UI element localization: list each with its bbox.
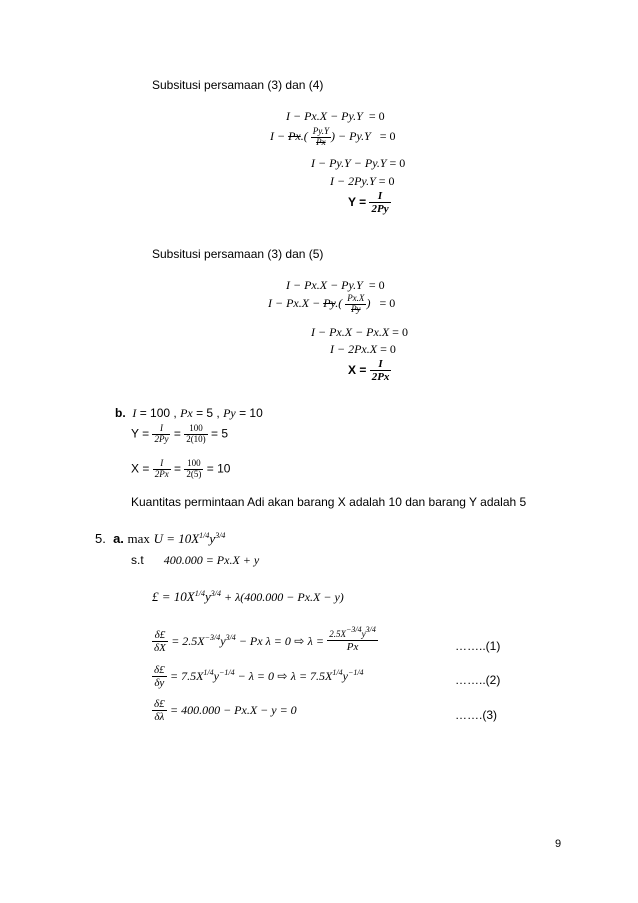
page-number: 9 xyxy=(555,838,562,850)
section-heading-2: Subsitusi persamaan (3) dan (5) xyxy=(152,247,324,261)
equation-x-line-3: I − Px.X − Px.X = 0 xyxy=(311,325,408,339)
equation-x-line-1: I − Px.X − Py.Y = 0 xyxy=(286,278,385,292)
implies-arrow-icon: ⇨ xyxy=(277,668,288,683)
part-b-y-calc: Y = $\frac{I}{2Py}$ = $\frac{100}{2(10)}$ = 5 xyxy=(131,423,229,444)
equation-y-line-4: I − 2Py.Y = 0 xyxy=(330,174,395,188)
equation-y-line-3: I − Py.Y − Py.Y = 0 xyxy=(311,156,406,170)
derivative-1: $\frac{\delta£}{\delta X}$ = $2.5X^{-3/4}y^{3/4} - Px$ λ = 0 ⇨ λ = $\frac{2.5X-3/4y3/4}{Px}$ xyxy=(154,625,376,655)
equation-y-line-2: I − Px.( $\frac{Py.Y}{Px}$ ) − Py.Y = 0 xyxy=(270,126,396,147)
part-b-conclusion: Kuantitas permintaan Adi akan barang X adalah 10 dan barang Y adalah 5 xyxy=(131,495,527,509)
result-y: Y = $\frac{I}{2Py}$ xyxy=(348,190,389,216)
derivative-2: $\frac{\delta£}{\delta y}$ = $7.5X^{1/4}y^{-1/4} - \lambda = 0$ ⇨ $\lambda = 7.5X^{1/4}y^{-1/4}$ xyxy=(154,664,364,690)
lagrangian: £ = $10X^{1/4}y^{3/4} + \lambda(400.000 - Px.X - y)$ xyxy=(152,589,344,604)
equation-y-line-1: I − Px.X − Py.Y = 0 xyxy=(286,109,385,123)
equation-tag-2: ……..(2) xyxy=(455,673,501,687)
equation-tag-3: …….(3) xyxy=(455,708,497,722)
equation-x-line-2: I − Px.X − Py.( $\frac{Px.X}{Py}$ ) = 0 xyxy=(268,293,396,314)
part-b-x-calc: X = $\frac{I}{2Px}$ = $\frac{100}{2(5)}$ = 10 xyxy=(131,458,231,479)
derivative-3: $\frac{\delta£}{\delta\lambda}$ = 400.000 − Px.X − y = 0 xyxy=(154,698,297,724)
problem-5-objective: 5. a. $\max U = 10X^{1/4}y^{3/4}$ xyxy=(95,531,226,546)
equation-x-line-4: I − 2Px.X = 0 xyxy=(330,342,396,356)
equation-tag-1: ……..(1) xyxy=(455,639,501,653)
result-x: X = $\frac{I}{2Px}$ xyxy=(348,358,390,384)
part-b-givens: b. I = 100 , Px = 5 , Py = 10 xyxy=(115,406,263,420)
implies-arrow-icon: ⇨ xyxy=(294,633,305,648)
problem-5-constraint: s.t 400.000 = Px.X + y xyxy=(131,553,260,567)
section-heading-1: Subsitusi persamaan (3) dan (4) xyxy=(152,78,324,92)
